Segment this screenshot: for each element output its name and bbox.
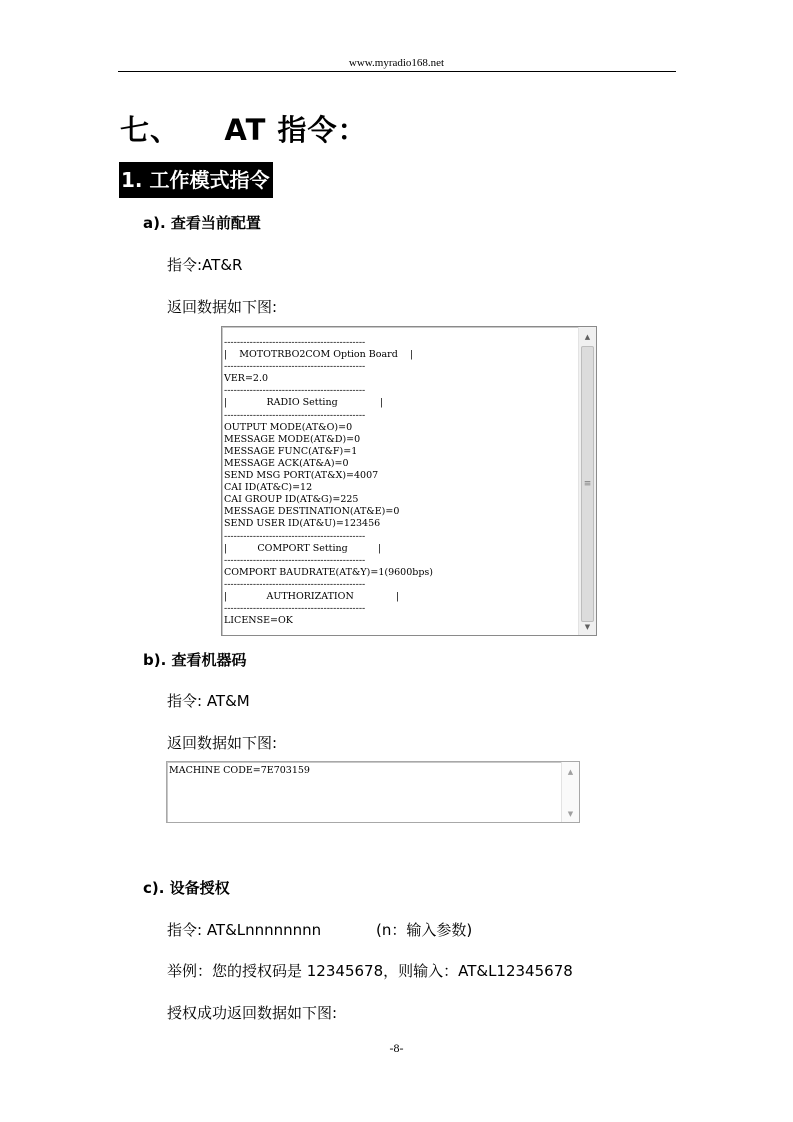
console-line: MESSAGE DESTINATION(AT&E)=0 bbox=[224, 506, 400, 518]
console-line: MESSAGE FUNC(AT&F)=1 bbox=[224, 445, 358, 457]
chapter-title: 七、 AT 指令： bbox=[120, 113, 368, 147]
console-line: CAI GROUP ID(AT&G)=225 bbox=[224, 494, 359, 506]
subsection-b-command: 指令: AT&M bbox=[167, 692, 250, 710]
subsection-a-return-label: 返回数据如下图: bbox=[167, 298, 278, 316]
console-line: -------------------------------------------- bbox=[224, 409, 366, 421]
subsection-c-example: 举例：您的授权码是 12345678，则输入：AT&L12345678 bbox=[167, 962, 573, 980]
subsection-b-title: b). 查看机器码 bbox=[143, 651, 247, 669]
scroll-down-icon[interactable]: ▼ bbox=[567, 810, 574, 818]
subsection-a-command: 指令:AT&R bbox=[167, 256, 243, 274]
machine-code-scrollbar[interactable] bbox=[561, 762, 579, 822]
console-line: SEND USER ID(AT&U)=123456 bbox=[224, 518, 381, 530]
console-line: MESSAGE MODE(AT&D)=0 bbox=[224, 433, 361, 445]
config-output-console[interactable] bbox=[221, 326, 597, 636]
console-line: VER=2.0 bbox=[224, 373, 269, 385]
console-line: -------------------------------------------- bbox=[224, 385, 366, 397]
console-line: COMPORT BAUDRATE(AT&Y)=1(9600bps) bbox=[224, 566, 433, 578]
subsection-c-command: 指令: AT&Lnnnnnnnn bbox=[167, 921, 322, 939]
console-line: -------------------------------------------- bbox=[224, 554, 366, 566]
config-output-scrollbar[interactable] bbox=[578, 327, 596, 635]
page-number: -8- bbox=[389, 1041, 404, 1055]
console-line: SEND MSG PORT(AT&X)=4007 bbox=[224, 470, 379, 482]
machine-code-text bbox=[169, 765, 310, 777]
machine-code-console[interactable] bbox=[166, 761, 580, 823]
subsection-c-success-label: 授权成功返回数据如下图: bbox=[167, 1004, 338, 1022]
console-line: -------------------------------------------- bbox=[224, 603, 366, 615]
subsection-c-command-note: (n：输入参数) bbox=[376, 921, 473, 939]
console-line: -------------------------------------------- bbox=[224, 361, 366, 373]
scroll-up-icon[interactable]: ▲ bbox=[567, 768, 574, 776]
console-line: CAI ID(AT&C)=12 bbox=[224, 482, 313, 494]
console-line: | AUTHORIZATION | bbox=[224, 590, 400, 602]
console-line: OUTPUT MODE(AT&O)=0 bbox=[224, 421, 353, 433]
subsection-c-title: c). 设备授权 bbox=[143, 879, 230, 897]
header-url: www.myradio168.net bbox=[348, 57, 445, 69]
scroll-grip-icon: ≡ bbox=[583, 479, 592, 489]
subsection-b-return-label: 返回数据如下图: bbox=[167, 734, 278, 752]
console-line: | MOTOTRBO2COM Option Board | bbox=[224, 349, 414, 361]
console-line: -------------------------------------------- bbox=[224, 578, 366, 590]
console-line: -------------------------------------------- bbox=[224, 530, 366, 542]
scrollbar-thumb[interactable] bbox=[581, 346, 594, 622]
scroll-down-icon[interactable]: ▼ bbox=[584, 623, 591, 631]
console-line: -------------------------------------------- bbox=[224, 337, 366, 348]
console-line: | RADIO Setting | bbox=[224, 397, 384, 409]
console-line: MACHINE CODE=7E703159 bbox=[169, 765, 310, 776]
scroll-up-icon[interactable]: ▲ bbox=[584, 333, 591, 341]
section-title: 1. 工作模式指令 bbox=[119, 162, 273, 198]
console-line: LICENSE=OK bbox=[224, 615, 293, 627]
console-line: MESSAGE ACK(AT&A)=0 bbox=[224, 457, 349, 469]
header-divider bbox=[118, 71, 676, 72]
config-output-text bbox=[224, 337, 433, 627]
subsection-a-title: a). 查看当前配置 bbox=[143, 214, 261, 232]
console-line: | COMPORT Setting | bbox=[224, 542, 382, 554]
